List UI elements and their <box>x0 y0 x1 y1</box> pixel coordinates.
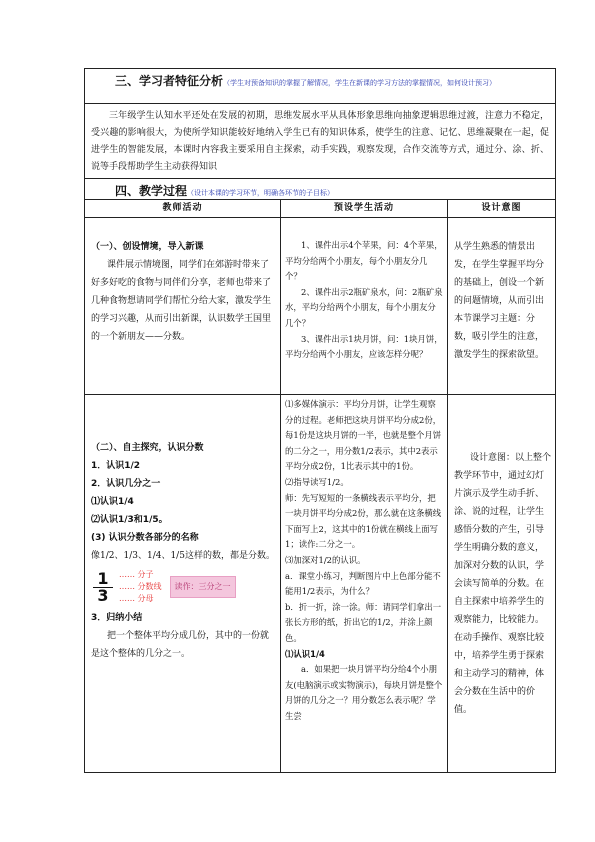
intro-text: 课件展示情境图，同学们在郊游时带来了好多好吃的食物与同伴们分享，老师也带来了几种食物想请同学们帮忙分给大家，激发学生的学习兴趣，从而引出新课，认识数学王国里的一个新朋友——分数。 <box>91 260 272 342</box>
section4-note: （设计本课的学习环节，明确各环节的子目标） <box>187 189 335 197</box>
fraction-stack <box>91 568 115 605</box>
fraction-reading-badge: 读作：三分之一 <box>170 576 236 598</box>
intro-heading: （一）、创设情境，导入新课 <box>91 242 204 252</box>
fraction-labels <box>119 569 162 605</box>
fraction-denominator: 3 <box>97 585 109 605</box>
col-design-intent: 设计意图 <box>448 200 556 218</box>
document-page <box>84 68 555 773</box>
student-item-2: 2、课件出示2瓶矿泉水，问：2瓶矿泉水，平均分给两个小朋友，每个小朋友分几个？ <box>285 286 443 328</box>
label-fraction-bar: …… 分数线 <box>119 582 162 591</box>
explore-item-4: ⑵认识1/3和1/5。 <box>91 515 168 525</box>
label-denominator: …… 分母 <box>119 594 154 603</box>
teacher-activity-intro <box>85 218 280 346</box>
student-explore-3: 师：先写短短的一条横线表示平均分，把一块月饼平均分成2份，那么就在这条横线下面写上2，这其中的1份就在横线上面写1；读作:二分之一。 <box>285 492 442 550</box>
column-header-row <box>85 200 556 218</box>
label-numerator: …… 分子 <box>119 570 154 579</box>
section4-header <box>115 182 334 199</box>
fraction-numerator: 1 <box>97 568 109 588</box>
student-explore-7: ⑴认识1/4 <box>285 648 325 659</box>
student-explore-5: a．课堂小练习，判断图片中上色部分能不能用1/2表示，为什么？ <box>285 570 441 597</box>
explore-heading: （二）、自主探究，认识分数 <box>91 443 204 453</box>
section3-paragraph: 三年级学生认知水平还处在发展的初期，思维发展水平从具体形象思维向抽象逻辑思维过渡，注意力不稳定，受兴趣的影响很大，为使所学知识能较好地纳入学生已有的知识体系，使学生的注意、记忆、思维凝聚在一起，促进学生的智能发展，本课时内容我主要采用自主探索，动手实践，观察发现，合作交流等方式，通过分、涂、折、说等手段帮助学生主动获得知识 <box>91 111 550 172</box>
row-exploration <box>85 395 556 773</box>
design-intent-explore: 设计意图：以上整个教学环节中，通过幻灯片演示及学生动手折、涂、说的过程，让学生感悟分数的产生，引导学生明确分数的意义，加深对分数的认识，学会读写简单的分数。在自主探索中培养学生的观察能力，比较能力。在动手操作、观察比较中，培养学生勇于探索和主动学习的精神，体会分数在生活中的价值。 <box>454 453 552 715</box>
student-item-1: 1、课件出示4个苹果，问：4个苹果，平均分给两个小朋友，每个小朋友分几个？ <box>285 240 443 282</box>
summary-text: 把一个整体平均分成几份，其中的一份就是这个整体的几分之一。 <box>91 631 270 659</box>
section3-body-row <box>85 104 556 179</box>
row-introduction <box>85 218 556 395</box>
section3-note: （学生对预备知识的掌握了解情况，学生在新课的学习方法的掌握情况，如何设计预习） <box>223 79 497 87</box>
summary-heading: 3．归纳小结 <box>91 613 143 623</box>
student-explore-2: ⑵指导读写1/2。 <box>285 476 349 487</box>
section3-header <box>115 74 549 91</box>
explore-item-3: ⑴认识1/4 <box>91 497 134 507</box>
teacher-activity-explore <box>85 395 280 663</box>
student-activity-explore <box>281 395 447 724</box>
explore-item-5: (3) 认识分数各部分的名称 <box>91 533 199 543</box>
student-explore-8: a．如果把一块月饼平均分给4个小朋友(电脑演示或实物演示)，每块月饼是整个月饼的几分之一？用分数怎么表示呢？学生尝 <box>285 664 443 721</box>
student-explore-1: ⑴多媒体演示：平均分月饼，让学生观察分的过程。老师把这块月饼平均分成2份，每1份是这块月饼的一半，也就是整个月饼的二分之一，用分数1/2表示，其中2表示平均分成2份，1比表示其中的1份。 <box>285 399 442 472</box>
explore-item-2: 2．认识几分之一 <box>91 479 161 489</box>
student-explore-6: b．折一折，涂一涂。师：请同学们拿出一张长方形的纸，折出它的1/2，并涂上颜色。 <box>285 601 442 643</box>
fraction-diagram <box>91 569 276 605</box>
lesson-plan-table <box>84 68 556 773</box>
explore-item-1: 1．认识1/2 <box>91 461 141 471</box>
section3-header-row <box>85 69 556 104</box>
col-teacher-activity: 教师活动 <box>85 200 281 218</box>
design-intent-intro: 从学生熟悉的情景出发，在学生掌握平均分的基础上，创设一个新的问题情境，从而引出本节课学习主题：分数，吸引学生的注意，激发学生的探索欲望。 <box>454 242 545 360</box>
section4-header-row <box>85 179 556 200</box>
section3-title: 三、学习者特征分析 <box>115 74 224 88</box>
section4-title: 四、教学过程 <box>115 184 188 198</box>
col-student-activity: 预设学生活动 <box>281 200 448 218</box>
student-item-3: 3、课件出示1块月饼，问：1块月饼，平均分给两个小朋友，应该怎样分呢？ <box>285 333 443 360</box>
student-activity-intro <box>281 218 447 363</box>
explore-examples: 像1/2、1/3、1/4、1/5这样的数，都是分数。 <box>91 551 275 561</box>
student-explore-4: ⑶加深对1/2的认识。 <box>285 554 366 565</box>
